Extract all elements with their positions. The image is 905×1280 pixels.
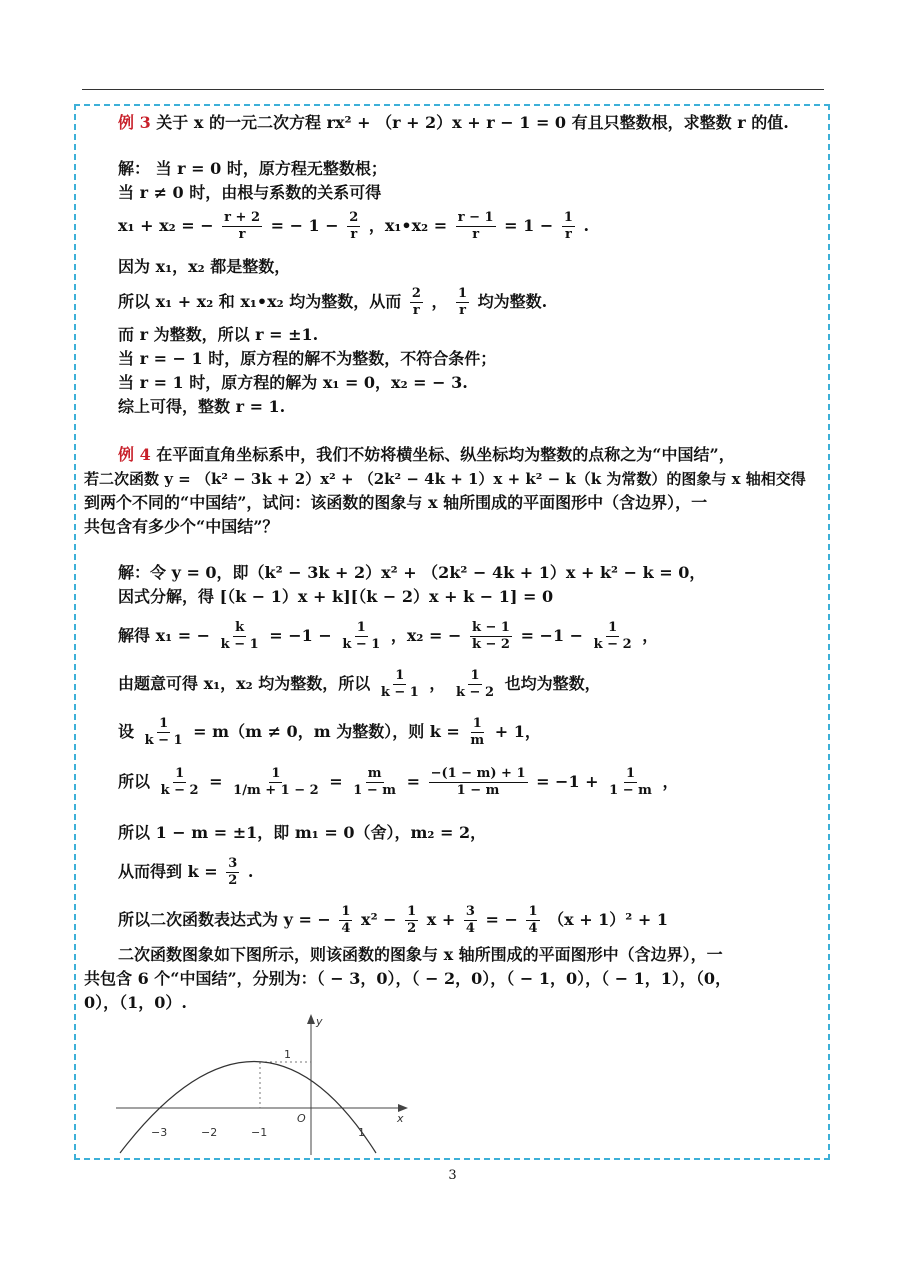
- fraction: [454, 668, 496, 701]
- fraction: [429, 766, 528, 799]
- parabola-graph: [110, 1010, 420, 1158]
- ex3-label: 例 3: [118, 113, 151, 132]
- numerator: 1: [472, 716, 482, 731]
- text: 均为整数.: [477, 292, 548, 311]
- denominator: r: [564, 227, 572, 242]
- fraction: [339, 904, 352, 937]
- denominator: k − 1: [220, 637, 259, 652]
- y-tick-label: 1: [284, 1048, 291, 1061]
- fraction: [607, 766, 654, 799]
- fraction: [592, 620, 634, 653]
- fraction: [464, 904, 477, 937]
- fraction: [347, 210, 360, 243]
- fraction: [379, 668, 421, 701]
- text: = −1 +: [536, 772, 599, 791]
- numerator: 1: [159, 716, 169, 731]
- x-tick-label: −1: [251, 1126, 268, 1139]
- numerator: 1: [470, 668, 480, 683]
- ex4-step8: [118, 856, 253, 889]
- denominator: r: [350, 227, 358, 242]
- denominator: 1 − m: [456, 783, 500, 798]
- fraction: [456, 286, 469, 319]
- text: = −: [485, 910, 518, 929]
- ex4-conclusion-line3: 0），（1，0）.: [84, 993, 187, 1012]
- ex4-step3: [118, 620, 658, 653]
- text: 也均为整数，: [504, 674, 601, 693]
- text: ，: [429, 674, 446, 693]
- ex3-step2: 当 r ≠ 0 时，由根与系数的关系可得: [118, 183, 382, 202]
- denominator: 1 − m: [353, 783, 396, 798]
- numerator: k: [235, 620, 245, 635]
- ex4-step7: 所以 1 − m = ±1，即 m₁ = 0（舍），m₂ = 2，: [118, 823, 487, 842]
- text: .: [247, 862, 254, 881]
- numerator: 1: [175, 766, 185, 781]
- ex3-step8: 当 r = 1 时，原方程的解为 x₁ = 0，x₂ = − 3.: [118, 373, 468, 392]
- text: x +: [426, 910, 456, 929]
- text: = − 1 −: [270, 216, 339, 235]
- text: ，: [642, 626, 659, 645]
- text: 所以二次函数表达式为 y = −: [118, 910, 331, 929]
- fraction: [470, 620, 512, 653]
- fraction: [405, 904, 418, 937]
- fraction: [222, 210, 262, 243]
- denominator: 4: [528, 921, 538, 936]
- denominator: r: [459, 303, 466, 318]
- numerator: 3: [228, 856, 238, 871]
- y-axis-arrow: [307, 1014, 315, 1024]
- ex4-conclusion-line1: 二次函数图象如下图所示，则该函数的图象与 x 轴所围成的平面图形中（含边界），一: [118, 945, 723, 964]
- ex4-step2: 因式分解，得 [（k − 1）x + k][（k − 2）x + k − 1] = 0: [118, 587, 554, 606]
- numerator: 1: [563, 210, 573, 225]
- ex3-step1: 解： 当 r = 0 时，原方程无整数根；: [118, 159, 387, 178]
- numerator: k − 1: [471, 620, 510, 635]
- text: =: [209, 772, 223, 791]
- text: = m（m ≠ 0，m 为整数），则 k =: [193, 722, 460, 741]
- ex4-step5: [118, 716, 541, 749]
- text: ，x₁•x₂ =: [368, 216, 448, 235]
- text: x² −: [361, 910, 397, 929]
- text: + 1，: [494, 722, 541, 741]
- ex4-question-part1: 在平面直角坐标系中，我们不妨将横坐标、纵坐标均为整数的点称之为“中国结”，: [156, 445, 735, 464]
- denominator: k − 2: [456, 685, 494, 700]
- fraction: [351, 766, 398, 799]
- denominator: k − 1: [342, 637, 381, 652]
- denominator: k − 2: [160, 783, 199, 798]
- numerator: 1: [407, 904, 417, 919]
- numerator: 1: [458, 286, 468, 301]
- fraction: [468, 716, 486, 749]
- x-tick-label: −3: [151, 1126, 168, 1139]
- fraction: [143, 716, 185, 749]
- ex4-question-line3: 到两个不同的“中国结”，试问：该函数的图象与 x 轴所围成的平面图形中（含边界），一: [84, 493, 708, 512]
- header-rule: [82, 89, 824, 90]
- ex4-step1: 解：令 y = 0，即（k² − 3k + 2）x² + （2k² − 4k + 1）x + k² − k = 0，: [118, 563, 706, 582]
- text: 由题意可得 x₁，x₂ 均为整数，所以: [118, 674, 371, 693]
- denominator: 4: [465, 921, 475, 936]
- text: 所以: [118, 772, 151, 791]
- denominator: r: [412, 303, 420, 318]
- denominator: k − 2: [471, 637, 510, 652]
- fraction: [562, 210, 575, 243]
- text: x₁ + x₂ = −: [118, 216, 214, 235]
- ex3-step4: 因为 x₁，x₂ 都是整数，: [118, 257, 291, 276]
- ex3-step6: 而 r 为整数，所以 r = ±1.: [118, 325, 319, 344]
- page-number: 3: [448, 1168, 457, 1183]
- numerator: 1: [356, 620, 366, 635]
- text: = −1 −: [520, 626, 584, 645]
- text: .: [583, 216, 590, 235]
- text: 从而得到 k =: [118, 862, 218, 881]
- ex4-label: 例 4: [118, 445, 151, 464]
- numerator: 3: [465, 904, 475, 919]
- numerator: m: [367, 766, 382, 781]
- text: = −1 −: [269, 626, 332, 645]
- denominator: 1/m + 1 − 2: [233, 783, 319, 798]
- text: 解得 x₁ = −: [118, 626, 211, 645]
- numerator: 1: [395, 668, 405, 683]
- numerator: 1: [528, 904, 538, 919]
- denominator: k − 1: [380, 685, 419, 700]
- numerator: 1: [271, 766, 281, 781]
- text: 设: [118, 722, 135, 741]
- numerator: r − 1: [457, 210, 494, 225]
- text: ，: [662, 772, 679, 791]
- text: ，x₂ = −: [390, 626, 462, 645]
- parabola-curve: [120, 1062, 376, 1154]
- ex4-step6: [118, 766, 679, 799]
- ex4-conclusion-line2: 共包含 6 个“中国结”，分别为：（ − 3，0），（ − 2，0），（ − 1，0），（ − 1，1），（0，: [84, 969, 732, 988]
- text: ，: [431, 292, 448, 311]
- denominator: m: [470, 733, 485, 748]
- text: = 1 −: [504, 216, 554, 235]
- y-axis-label: y: [316, 1015, 323, 1028]
- fraction: [159, 766, 201, 799]
- ex4-step4: [118, 668, 601, 701]
- ex3-question: 关于 x 的一元二次方程 rx² + （r + 2）x + r − 1 = 0 有且只整数根，求整数 r 的值.: [156, 113, 789, 132]
- denominator: 1 − m: [609, 783, 652, 798]
- fraction: [526, 904, 539, 937]
- numerator: 1: [608, 620, 618, 635]
- ex3-step5: [118, 286, 547, 319]
- origin-label: O: [297, 1112, 306, 1125]
- ex4-question-line2: 若二次函数 y = （k² − 3k + 2）x² + （2k² − 4k + 1）x + k² − k（k 为常数）的图象与 x 轴相交得: [84, 470, 806, 488]
- fraction: [456, 210, 496, 243]
- numerator: −(1 − m) + 1: [430, 766, 526, 781]
- text: =: [406, 772, 420, 791]
- ex3-step7: 当 r = − 1 时，原方程的解不为整数，不符合条件；: [118, 349, 497, 368]
- fraction: [219, 620, 261, 653]
- text: =: [329, 772, 343, 791]
- numerator: 2: [349, 210, 359, 225]
- denominator: r: [472, 227, 480, 242]
- x-axis-label: x: [397, 1112, 404, 1125]
- denominator: 4: [341, 921, 351, 936]
- ex3-question-line: [118, 112, 789, 134]
- x-tick-label: 1: [358, 1126, 365, 1139]
- denominator: r: [238, 227, 246, 242]
- fraction: [226, 856, 239, 889]
- denominator: k − 1: [144, 733, 183, 748]
- x-tick-label: −2: [201, 1126, 218, 1139]
- x-axis-arrow: [398, 1104, 408, 1112]
- text: 所以 x₁ + x₂ 和 x₁•x₂ 均为整数，从而: [118, 292, 402, 311]
- numerator: 1: [341, 904, 351, 919]
- ex4-question-line1: [118, 444, 735, 466]
- fraction: [231, 766, 321, 799]
- numerator: 2: [411, 286, 421, 301]
- denominator: 2: [228, 873, 238, 888]
- fraction: [340, 620, 382, 653]
- ex3-step3: [118, 210, 589, 243]
- denominator: 2: [407, 921, 417, 936]
- numerator: 1: [626, 766, 636, 781]
- fraction: [410, 286, 423, 319]
- ex4-question-line4: 共包含有多少个“中国结”？: [84, 517, 279, 536]
- numerator: r + 2: [224, 210, 261, 225]
- denominator: k − 2: [593, 637, 632, 652]
- ex3-step9: 综上可得，整数 r = 1.: [118, 397, 286, 416]
- text: （x + 1）² + 1: [548, 910, 668, 929]
- ex4-step9: [118, 904, 668, 937]
